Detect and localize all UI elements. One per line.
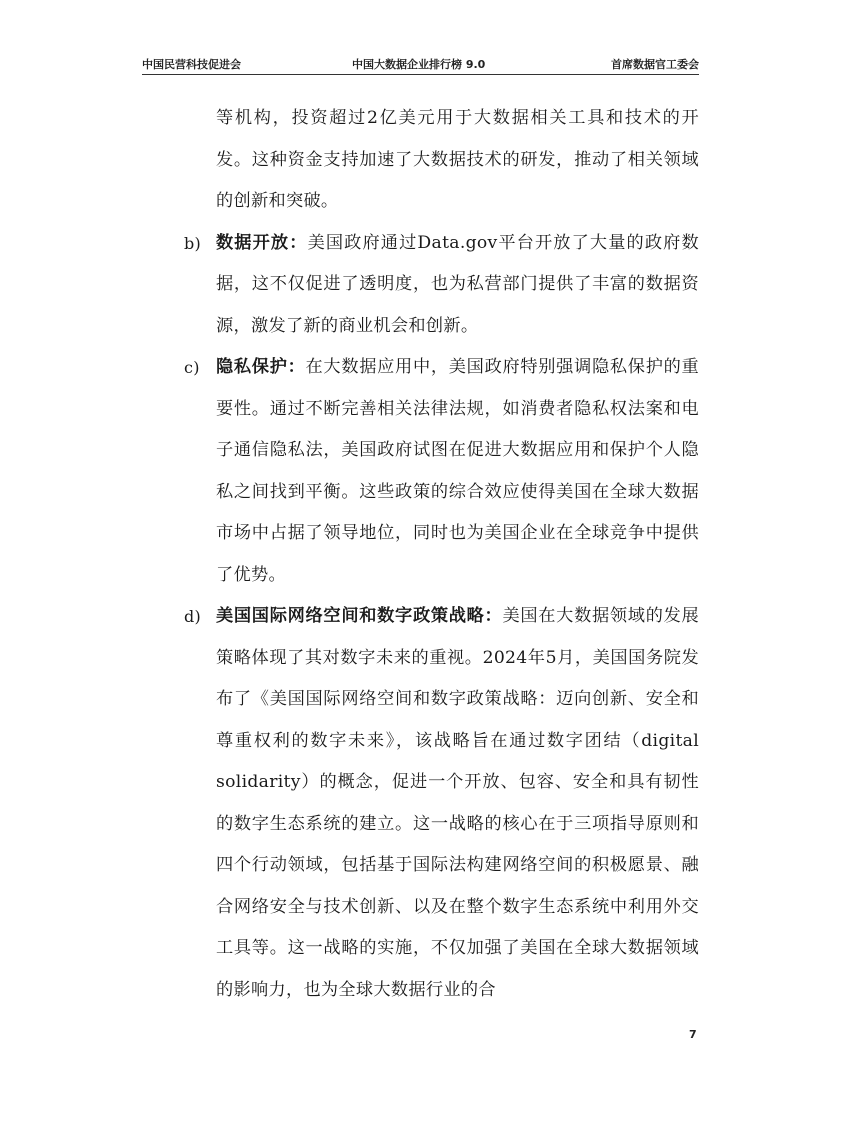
list-item-title: 数据开放：	[216, 232, 308, 253]
body-text	[142, 98, 699, 1011]
list-item-c	[142, 347, 699, 596]
list-item-text: 美国政府通过Data.gov平台开放了大量的政府数据，这不仅促进了透明度，也为私营部门提供了丰富的数据资源，激发了新的商业机会和创新。	[216, 232, 699, 336]
page-number: 7	[689, 1028, 697, 1041]
list-item-b	[142, 223, 699, 348]
list-item-title: 隐私保护：	[216, 357, 306, 377]
running-header	[142, 56, 699, 74]
header-divider	[142, 74, 699, 75]
list-item-title: 美国国际网络空间和数字政策战略：	[216, 606, 503, 626]
list-item-text: 美国在大数据领域的发展策略体现了其对数字未来的重视。2024年5月，美国国务院发布了《美国国际网络空间和数字政策战略：迈向创新、安全和尊重权利的数字未来》，该战略旨在通过数字团结（digital solidarity）的概念，促进一个开放、包容、安全和具有韧性的数字生态系统的建立。这一战略的核心在于三项指导原则和四个行动领域，包括基于国际法构建网络空间的积极愿景、融合网络安全与技术创新、以及在整个数字生态系统中利用外交工具等。这一战略的实施，不仅加强了美国在全球大数据领域的影响力，也为全球大数据行业的合	[216, 606, 699, 1000]
list-item-text: 在大数据应用中，美国政府特别强调隐私保护的重要性。通过不断完善相关法律法规，如消费者隐私权法案和电子通信隐私法，美国政府试图在促进大数据应用和保护个人隐私之间找到平衡。这些政策的综合效应使得美国在全球大数据市场中占据了领导地位，同时也为美国企业在全球竞争中提供了优势。	[216, 357, 699, 585]
header-organization: 中国民营科技促进会	[142, 58, 241, 71]
intro-paragraph	[142, 98, 699, 223]
list-marker: d)	[184, 607, 202, 626]
list-marker: c)	[184, 358, 200, 377]
header-report-title: 中国大数据企业排行榜 9.0	[352, 58, 486, 71]
intro-text: 等机构，投资超过2亿美元用于大数据相关工具和技术的开发。这种资金支持加速了大数据技术的研发，推动了相关领域的创新和突破。	[216, 108, 699, 211]
header-committee: 首席数据官工委会	[611, 58, 699, 71]
list-item-d	[142, 596, 699, 1011]
list-marker: b)	[184, 233, 202, 253]
